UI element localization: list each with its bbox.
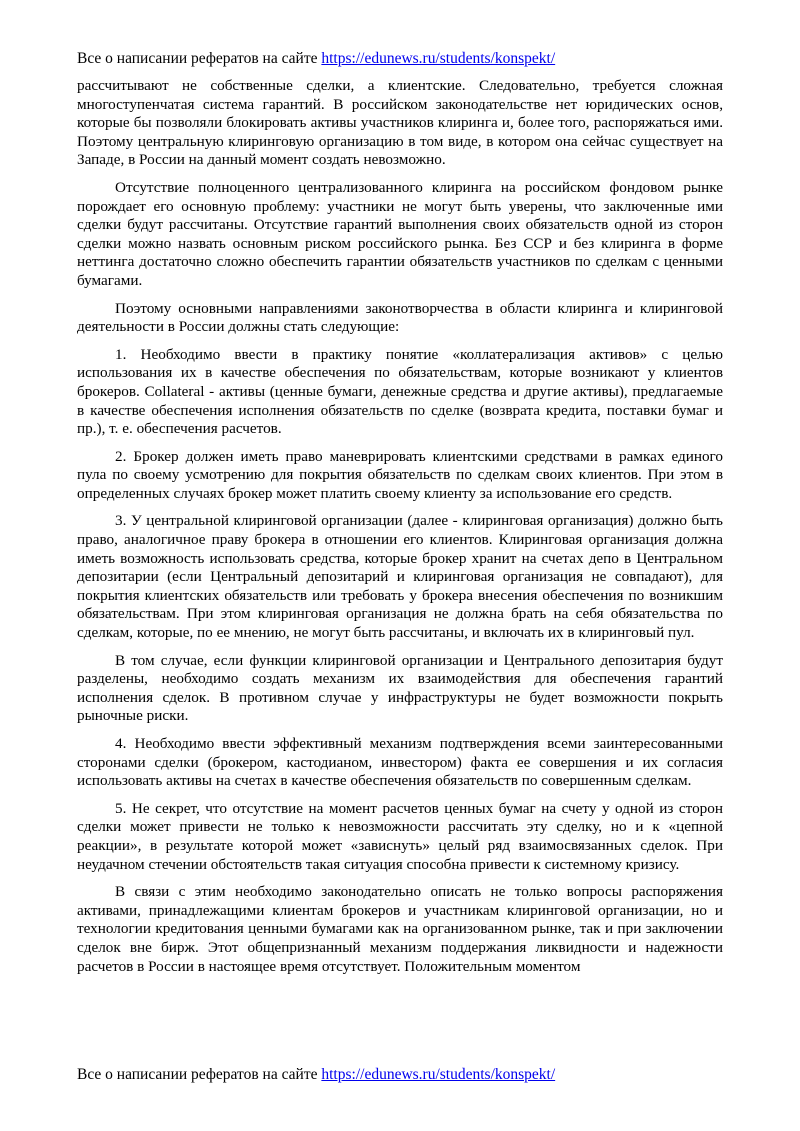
paragraph-legislation: В связи с этим необходимо законодательно описать не только вопросы распоряжения активами, принадлежащими клиентам брокеров и участникам клиринговой организации, но и технологии кредитования ценными бумагами как на организованном рынке, так и при заключении сделок вне бирж. Этот общепризнанный механизм поддержания ликвидности и надежности расчетов в России в настоящее время отсутствует. Положительным моментом [77, 883, 723, 975]
footer-link[interactable]: https://edunews.ru/students/konspekt/ [321, 1066, 556, 1083]
paragraph-clearing-problem: Отсутствие полноценного централизованного клиринга на российском фондовом рынке порождает его основную проблему: участники не могут быть уверены, что заключенные ими сделки будут рассчитаны. Отсутствие гарантий выполнения своих обязательств одной из сторон сделки можно назвать основным риском российского рынка. Без ССР и без клиринга в форме неттинга достаточно сложно обеспечить гарантии обязательств участников по сделкам с ценными бумагами. [77, 178, 723, 289]
page-header [77, 49, 555, 68]
paragraph-item-4: 4. Необходимо ввести эффективный механизм подтверждения всеми заинтересованными сторонами сделки (брокером, кастодианом, инвестором) факта ее совершения и их согласия использовать активы на счетах в качестве обеспечения обязательств по совершенным сделкам. [77, 735, 723, 790]
document-body [77, 77, 723, 985]
paragraph-item-5: 5. Не секрет, что отсутствие на момент расчетов ценных бумаг на счету у одной из сторон сделки может привести не только к невозможности рассчитать эту сделку, но и к «цепной реакции», в результате которой может «зависнуть» целый ряд взаимосвязанных сделок. При неудачном стечении обстоятельств такая ситуация способна привести к системному кризису. [77, 799, 723, 873]
header-text: Все о написании рефератов на сайте [77, 50, 322, 67]
document-page [77, 0, 723, 1131]
paragraph-depository-separation: В том случае, если функции клиринговой организации и Центрального депозитария будут разделены, необходимо создать механизм их взаимодействия для обеспечения гарантий исполнения сделок. В противном случае у инфраструктуры не будет возможности покрыть рыночные риски. [77, 651, 723, 725]
page-footer [77, 1065, 555, 1084]
paragraph-item-3: 3. У центральной клиринговой организации (далее - клиринговая организация) должно быть право, аналогичное праву брокера в отношении его клиентов. Клиринговая организация должна иметь возможность использовать средства, которые брокер хранит на счетах депо в Центральном депозитарии (если Центральный депозитарий и клиринговая организация не совпадают), для покрытия клиентских обязательств или требовать у брокера внесения обеспечения по возникшим обязательствам. При этом клиринговая организация не должна брать на себя обязательства по сделкам, которые, по ее мнению, не могут быть рассчитаны, и включать их в клиринговый пул. [77, 512, 723, 642]
footer-text: Все о написании рефератов на сайте [77, 1066, 322, 1083]
header-link[interactable]: https://edunews.ru/students/konspekt/ [321, 50, 556, 67]
paragraph-continuation: рассчитывают не собственные сделки, а клиентские. Следовательно, требуется сложная многоступенчатая система гарантий. В российском законодательстве нет юридических основ, которые бы позволяли блокировать активы участников клиринга и, более того, распоряжаться ими. Поэтому центральную клиринговую организацию в том виде, в котором она сейчас существует на Западе, в России на данный момент создать невозможно. [77, 77, 723, 169]
paragraph-item-2: 2. Брокер должен иметь право маневрировать клиентскими средствами в рамках единого пула по своему усмотрению для покрытия обязательств по сделкам своих клиентов. При этом в определенных случаях брокер может платить своему клиенту за использование его средств. [77, 447, 723, 502]
paragraph-item-1: 1. Необходимо ввести в практику понятие «коллатерализация активов» с целью использования их в качестве обеспечения по обязательствам, которые возникают у клиентов брокеров. Collateral - активы (ценные бумаги, денежные средства и другие активы), предлагаемые в качестве обеспечения исполнения обязательств по сделке (возврата кредита, поставки бумаг и пр.), т. е. обеспечения расчетов. [77, 345, 723, 438]
paragraph-directions-intro: Поэтому основными направлениями законотворчества в области клиринга и клиринговой деятельности в России должны стать следующие: [77, 299, 723, 336]
